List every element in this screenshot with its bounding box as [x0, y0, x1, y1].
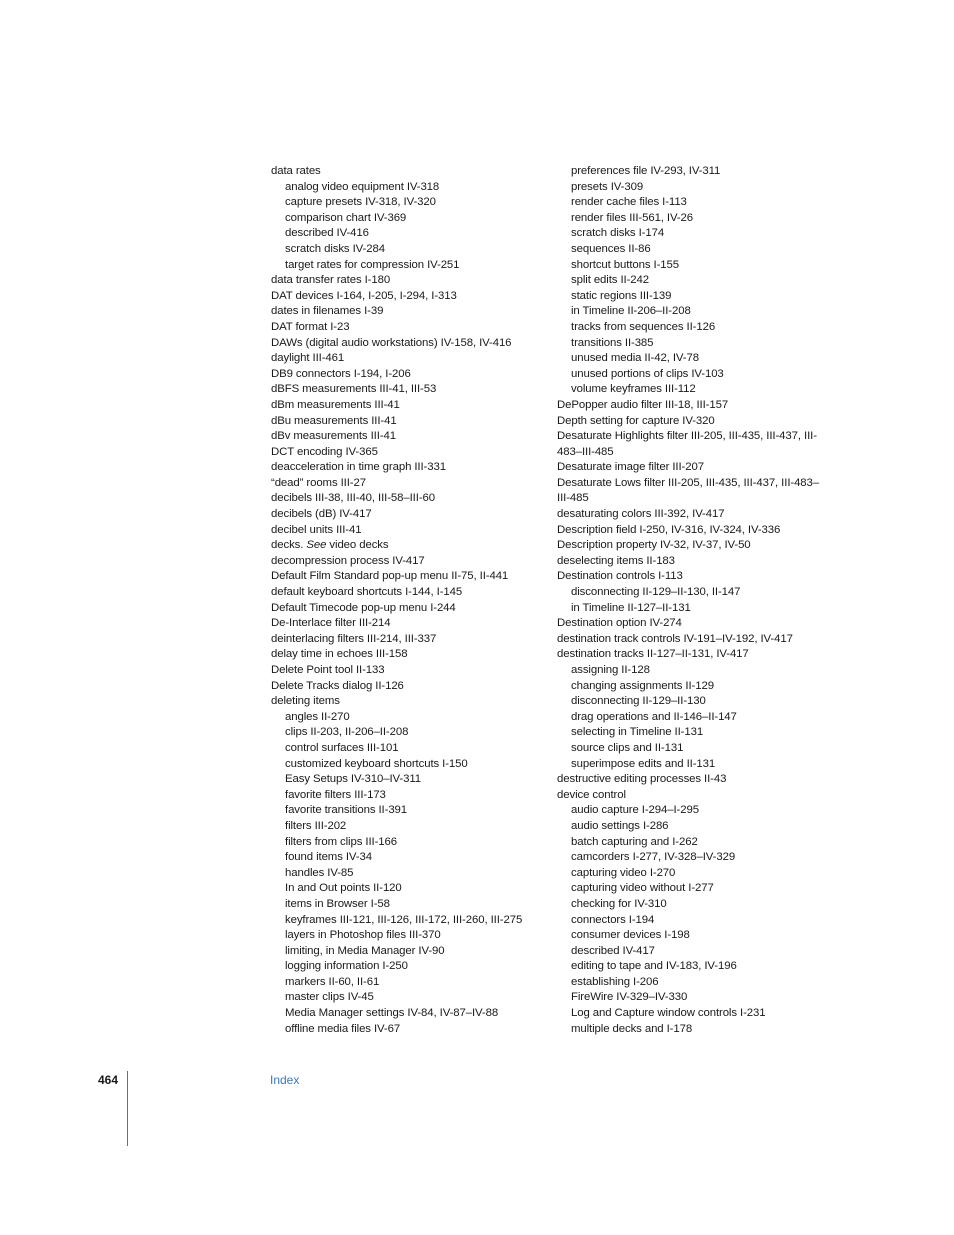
index-subentry: FireWire IV-329–IV-330: [571, 991, 688, 1004]
index-entry: deinterlacing filters III-214, III-337: [271, 632, 437, 645]
index-entry: deacceleration in time graph III-331: [271, 461, 446, 474]
index-subentry: superimpose edits and II-131: [571, 757, 716, 770]
index-subentry: markers II-60, II-61: [285, 975, 380, 988]
index-entry: destructive editing processes II-43: [557, 773, 727, 786]
index-subentry: split edits II-242: [571, 274, 649, 287]
index-subentry: favorite transitions II-391: [285, 804, 408, 817]
index-subentry: multiple decks and I-178: [571, 1022, 693, 1035]
index-entry: DePopper audio filter III-18, III-157: [557, 398, 729, 411]
index-entry: deleting items: [271, 695, 340, 708]
index-entry: decibels (dB) IV-417: [271, 508, 372, 521]
index-subentry: described IV-417: [571, 944, 655, 957]
index-subentry: capturing video I-270: [571, 866, 676, 879]
index-subentry: unused media II-42, IV-78: [571, 352, 699, 365]
index-subentry: changing assignments II-129: [571, 679, 714, 692]
index-subentry: scratch disks I-174: [571, 227, 665, 240]
footer-section-label: Index: [270, 1073, 300, 1087]
index-entry: DAT devices I-164, I-205, I-294, I-313: [271, 289, 457, 302]
index-subentry: control surfaces III-101: [285, 741, 399, 754]
index-subentry: target rates for compression IV-251: [285, 258, 460, 271]
index-subentry: offline media files IV-67: [285, 1022, 401, 1035]
index-entry: De-Interlace filter III-214: [271, 617, 391, 630]
index-subentry: Media Manager settings IV-84, IV-87–IV-88: [285, 1007, 499, 1020]
index-subentry: consumer devices I-198: [571, 929, 690, 942]
index-subentry: sequences II-86: [571, 242, 651, 255]
index-subentry: connectors I-194: [571, 913, 655, 926]
index-entry: dBv measurements III-41: [271, 430, 396, 443]
index-entry: DAWs (digital audio workstations) IV-158, IV-416: [271, 336, 512, 349]
index-subentry: favorite filters III-173: [285, 788, 386, 801]
index-subentry: In and Out points II-120: [285, 882, 402, 895]
index-entry: delay time in echoes III-158: [271, 648, 408, 661]
index-column-right: [557, 164, 827, 1037]
index-subentry: shortcut buttons I-155: [571, 258, 679, 271]
index-subentry: batch capturing and I-262: [571, 835, 698, 848]
index-entry: DAT format I-23: [271, 320, 350, 333]
index-entry: dBu measurements III-41: [271, 414, 397, 427]
index-subentry: found items IV-34: [285, 851, 372, 864]
index-subentry: scratch disks IV-284: [285, 242, 385, 255]
index-subentry: checking for IV-310: [571, 897, 667, 910]
index-subentry: source clips and II-131: [571, 741, 684, 754]
index-subentry: render files III-561, IV-26: [571, 211, 694, 224]
index-entry: decibel units III-41: [271, 523, 362, 536]
index-subentry: filters III-202: [285, 819, 347, 832]
index-subentry: Easy Setups IV-310–IV-311: [285, 773, 421, 786]
index-entry: Depth setting for capture IV-320: [557, 414, 715, 427]
index-subentry: keyframes III-121, III-126, III-172, III-260, III-275: [285, 913, 523, 926]
index-entry: DCT encoding IV-365: [271, 445, 378, 458]
index-subentry: limiting, in Media Manager IV-90: [285, 944, 445, 957]
index-subentry: capture presets IV-318, IV-320: [285, 196, 436, 209]
index-entry: decompression process IV-417: [271, 554, 425, 567]
index-column-left: [271, 164, 541, 1037]
index-subentry: filters from clips III-166: [285, 835, 397, 848]
index-subentry: Log and Capture window controls I-231: [571, 1007, 766, 1020]
index-subentry: logging information I-250: [285, 960, 408, 973]
index-subentry: selecting in Timeline II-131: [571, 726, 704, 739]
index-entry: Desaturate Lows filter III-205, III-435, III-437, III-483–III-485: [557, 476, 820, 505]
index-subentry: in Timeline II-127–II-131: [571, 601, 691, 614]
index-subentry: audio capture I-294–I-295: [571, 804, 699, 817]
index-entry: dBFS measurements III-41, III-53: [271, 383, 437, 396]
index-entry: Delete Point tool II-133: [271, 664, 385, 676]
index-subentry: customized keyboard shortcuts I-150: [285, 757, 468, 770]
index-entry: Description property IV-32, IV-37, IV-50: [557, 539, 751, 552]
index-entry: Default Timecode pop-up menu I-244: [271, 601, 456, 614]
index-entry: Destination controls I-113: [557, 570, 683, 583]
index-entry: device control: [557, 788, 626, 801]
index-subentry: in Timeline II-206–II-208: [571, 305, 691, 318]
index-entry: deselecting items II-183: [557, 554, 675, 567]
index-subentry: analog video equipment IV-318: [285, 180, 440, 193]
index-subentry: static regions III-139: [571, 289, 672, 302]
index-subentry: audio settings I-286: [571, 819, 669, 832]
index-entry: dBm measurements III-41: [271, 398, 400, 411]
index-entry: Delete Tracks dialog II-126: [271, 679, 404, 692]
index-subentry: disconnecting II-129–II-130, II-147: [571, 586, 741, 599]
index-entry: daylight III-461: [271, 352, 345, 365]
index-entry: Default Film Standard pop-up menu II-75, II-441: [271, 570, 509, 583]
index-subentry: handles IV-85: [285, 866, 354, 879]
index-subentry: preferences file IV-293, IV-311: [571, 165, 721, 177]
footer-divider: [127, 1071, 128, 1146]
index-subentry: described IV-416: [285, 227, 369, 240]
index-entry: destination tracks II-127–II-131, IV-417: [557, 648, 749, 661]
index-entry: Description field I-250, IV-316, IV-324, IV-336: [557, 523, 781, 536]
index-subentry: editing to tape and IV-183, IV-196: [571, 960, 737, 973]
index-entry: Destination option IV-274: [557, 617, 682, 630]
index-subentry: unused portions of clips IV-103: [571, 367, 724, 380]
index-entry: decibels III-38, III-40, III-58–III-60: [271, 492, 435, 505]
index-subentry: angles II-270: [285, 710, 350, 723]
index-entry: decks. See video decks: [271, 539, 389, 552]
index-subentry: presets IV-309: [571, 180, 644, 193]
index-entry: destination track controls IV-191–IV-192, IV-417: [557, 632, 793, 645]
index-entry: data transfer rates I-180: [271, 274, 391, 287]
index-subentry: layers in Photoshop files III-370: [285, 929, 441, 942]
index-subentry: tracks from sequences II-126: [571, 320, 716, 333]
index-entry: “dead” rooms III-27: [271, 476, 366, 489]
index-subentry: render cache files I-113: [571, 196, 687, 209]
index-entry: default keyboard shortcuts I-144, I-145: [271, 586, 463, 599]
index-subentry: comparison chart IV-369: [285, 211, 407, 224]
index-subentry: items in Browser I-58: [285, 897, 390, 910]
index-subentry: assigning II-128: [571, 664, 650, 676]
index-subentry: volume keyframes III-112: [571, 383, 696, 396]
page-number: 464: [98, 1073, 119, 1087]
index-subentry: drag operations and II-146–II-147: [571, 710, 737, 723]
index-entry: Desaturate Highlights filter III-205, III-435, III-437, III-483–III-485: [557, 430, 817, 458]
index-entry: Desaturate image filter III-207: [557, 461, 704, 474]
index-entry: data rates: [271, 165, 321, 177]
index-entry: dates in filenames I-39: [271, 305, 384, 318]
index-subentry: transitions II-385: [571, 336, 654, 349]
index-subentry: establishing I-206: [571, 975, 659, 988]
index-entry: DB9 connectors I-194, I-206: [271, 367, 411, 380]
index-subentry: master clips IV-45: [285, 991, 374, 1004]
index-entry: desaturating colors III-392, IV-417: [557, 508, 725, 521]
index-subentry: camcorders I-277, IV-328–IV-329: [571, 851, 736, 864]
index-subentry: clips II-203, II-206–II-208: [285, 726, 409, 739]
index-subentry: disconnecting II-129–II-130: [571, 695, 706, 708]
index-subentry: capturing video without I-277: [571, 882, 714, 895]
